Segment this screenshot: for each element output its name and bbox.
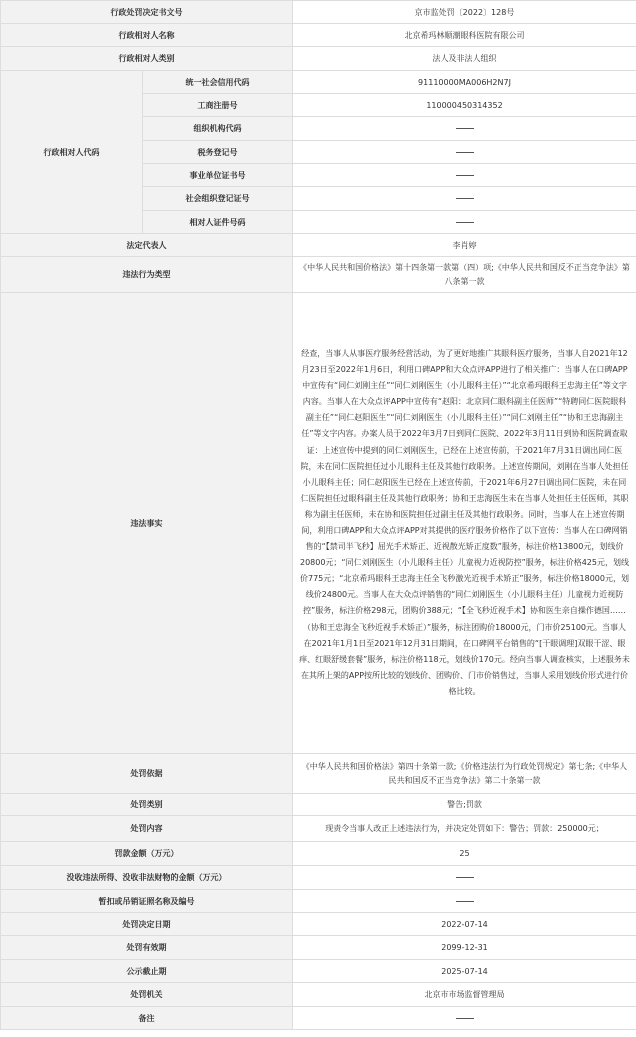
social-org-cert-label: 社会组织登记证号 [143, 187, 293, 211]
credit-code-value: 91110000MA006H2N7J [293, 71, 636, 94]
empty-dash [456, 175, 474, 176]
valid-until-value: 2099-12-31 [293, 936, 636, 960]
row-publish-end [1, 960, 636, 983]
facts-value: 经查，当事人从事医疗服务经营活动，为了更好地推广其眼科医疗服务，当事人自2021年12月23日至2022年1月6日，利用口碑APP和大众点评APP进行了相关推广：当事人在口碑APP中宣传有“同仁刘刚主任”“同仁刘刚医生（小儿眼科主任）”“北京希玛眼科王忠海主任”等文字内容。当事人在大众点评APP中宣传有“赵阳：北京同仁眼科副主任医师”“特聘同仁医院眼科副主任”“同仁赵阳医生”“同仁刘刚医生（小儿眼科主任）”“同仁刘刚主任”“协和王忠海副主任”等文字内容。办案人员于2022年3月7日到同仁医院、2022年3月11日到协和医院调查取证：上述宣传中提到的同仁刘刚医生，已经在上述宣传前，于2021年7月31日调出同仁医院，未在同仁医院担任过小儿眼科主任及其他行政职务。上述宣传期间，刘刚在当事人处担任小儿眼科主任；同仁赵阳医生已经在上述宣传前，于2021年6月27日调出同仁医院，未在同仁医院担任过眼科副主任及其他行政职务；协和王忠海医生未在当事人处担任主任医师，其职称为副主任医师，未在协和医院担任过副主任及其他行政职务。同时，当事人在上述宣传期间，利用口碑APP和大众点评APP对其提供的医疗服务价格作了以下宣传：当事人在口碑网销售的“【禁司半飞秒】屈光手术矫正、近视散光矫正度数”服务，标注价格13800元，划线价20800元；“同仁刘刚医生（小儿眼科主任）儿童视力近视防控”服务，标注价格425元，划线价775元；“北京希玛眼科王忠海主任全飞秒激光近视手术矫正”服务，标注价格18000元，划线价24800元。当事人在大众点评销售的“同仁刘刚医生（小儿眼科主任）儿童视力近视防控”服务，标注价格298元，团购价388元；“【全飞秒近视手术】协和医生亲自操作德国……（协和王忠海全飞秒近视手术矫正）”服务，标注团购价18000元，门市价25100元。当事人在2021年1月1日至2021年12月31日期间，在口碑网平台销售的“[干眼调理]双眼干涩、眼痒、红眼舒缓套餐”服务，标注价格118元，划线价170元。经向当事人调查核实，上述服务未在其所上架的APP按所比较的划线价、团购价、门市价销售过，当事人采用划线价形式进行价格比较。 [293, 293, 636, 754]
empty-dash [456, 901, 474, 902]
penalty-content-label: 处罚内容 [1, 816, 293, 842]
business-reg-no-label: 工商注册号 [143, 94, 293, 117]
row-license [1, 890, 636, 913]
row-basis [1, 754, 636, 794]
fine-amount-value: 25 [293, 842, 636, 866]
penalty-type-value: 警告;罚款 [293, 794, 636, 816]
basis-label: 处罚依据 [1, 754, 293, 794]
remark-value [293, 1007, 636, 1030]
business-reg-no-value: 110000450314352 [293, 94, 636, 117]
empty-dash [456, 877, 474, 878]
penalty-type-label: 处罚类别 [1, 794, 293, 816]
authority-label: 处罚机关 [1, 983, 293, 1007]
row-penalty-type [1, 794, 636, 816]
empty-dash [456, 1018, 474, 1019]
license-value [293, 890, 636, 913]
row-party-name [1, 24, 636, 47]
row-credit-code [1, 71, 636, 94]
facts-label: 违法事实 [1, 293, 293, 754]
tax-reg-no-value [293, 141, 636, 164]
party-code-label: 行政相对人代码 [1, 71, 143, 234]
party-name-value: 北京希玛林顺潮眼科医院有限公司 [293, 24, 636, 47]
legal-rep-label: 法定代表人 [1, 234, 293, 257]
publish-end-value: 2025-07-14 [293, 960, 636, 983]
row-penalty-content [1, 816, 636, 842]
row-fine-amount [1, 842, 636, 866]
institution-cert-value [293, 164, 636, 187]
empty-dash [456, 152, 474, 153]
valid-until-label: 处罚有效期 [1, 936, 293, 960]
org-code-value [293, 117, 636, 141]
institution-cert-label: 事业单位证书号 [143, 164, 293, 187]
authority-value: 北京市市场监督管理局 [293, 983, 636, 1007]
row-legal-rep [1, 234, 636, 257]
remark-label: 备注 [1, 1007, 293, 1030]
row-violation-type [1, 257, 636, 293]
credit-code-label: 统一社会信用代码 [143, 71, 293, 94]
empty-dash [456, 198, 474, 199]
social-org-cert-value [293, 187, 636, 211]
row-doc-no [1, 1, 636, 24]
org-code-label: 组织机构代码 [143, 117, 293, 141]
row-confiscation [1, 866, 636, 890]
legal-rep-value: 李肖婷 [293, 234, 636, 257]
decision-date-label: 处罚决定日期 [1, 913, 293, 936]
fine-amount-label: 罚款金额（万元） [1, 842, 293, 866]
tax-reg-no-label: 税务登记号 [143, 141, 293, 164]
party-id-no-value [293, 211, 636, 234]
empty-dash [456, 128, 474, 129]
empty-dash [456, 222, 474, 223]
party-id-no-label: 相对人证件号码 [143, 211, 293, 234]
row-valid-until [1, 936, 636, 960]
row-facts [1, 293, 636, 754]
confiscation-value [293, 866, 636, 890]
doc-no-label: 行政处罚决定书文号 [1, 1, 293, 24]
party-type-label: 行政相对人类别 [1, 47, 293, 71]
row-party-type [1, 47, 636, 71]
violation-type-value: 《中华人民共和国价格法》第十四条第一款第（四）项;《中华人民共和国反不正当竞争法》第八条第一款 [293, 257, 636, 293]
row-decision-date [1, 913, 636, 936]
row-remark [1, 1007, 636, 1030]
penalty-content-value: 现责令当事人改正上述违法行为，并决定处罚如下：警告；罚款：250000元； [293, 816, 636, 842]
party-name-label: 行政相对人名称 [1, 24, 293, 47]
doc-no-value: 京市监处罚〔2022〕128号 [293, 1, 636, 24]
confiscation-label: 没收违法所得、没收非法财物的金额（万元） [1, 866, 293, 890]
publish-end-label: 公示截止期 [1, 960, 293, 983]
license-label: 暂扣或吊销证照名称及编号 [1, 890, 293, 913]
basis-value: 《中华人民共和国价格法》第四十条第一款;《价格违法行为行政处罚规定》第七条;《中华人民共和国反不正当竞争法》第二十条第一款 [293, 754, 636, 794]
decision-date-value: 2022-07-14 [293, 913, 636, 936]
party-type-value: 法人及非法人组织 [293, 47, 636, 71]
row-authority [1, 983, 636, 1007]
violation-type-label: 违法行为类型 [1, 257, 293, 293]
